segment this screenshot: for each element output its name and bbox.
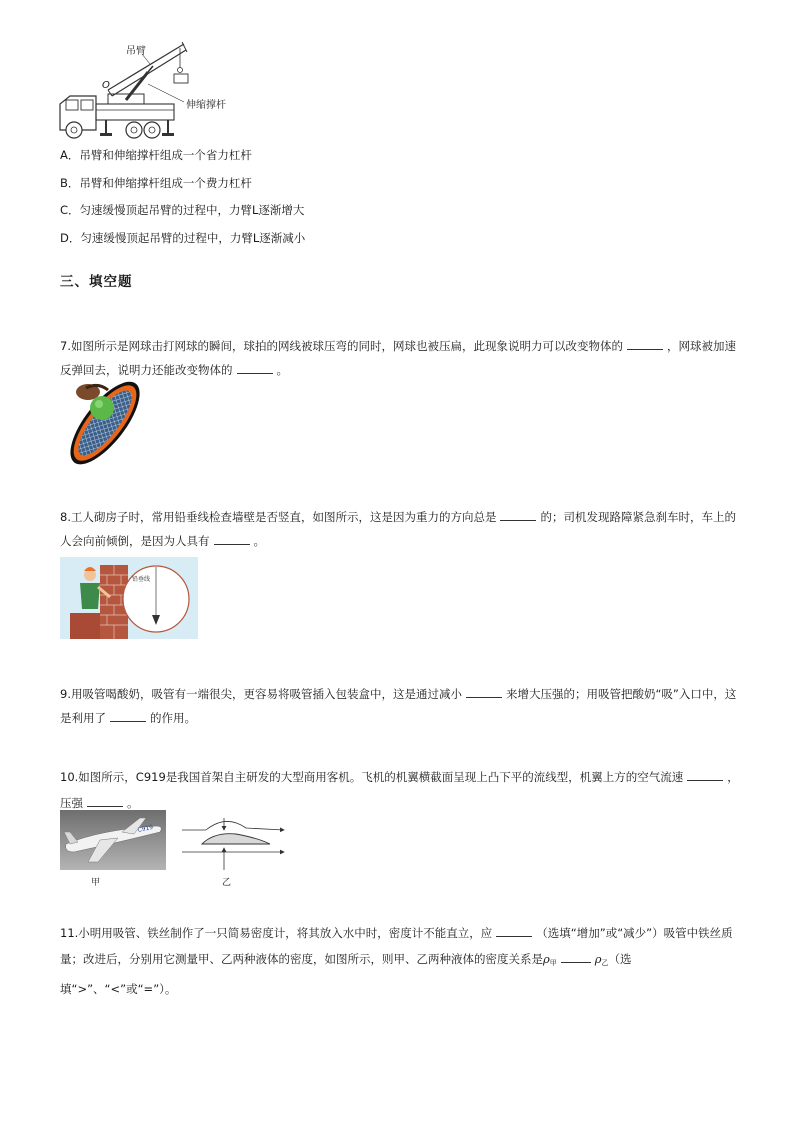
c919-livery-text: C919 bbox=[136, 823, 154, 834]
plumb-line-label: 铅垂线 bbox=[132, 576, 151, 583]
question-10 bbox=[60, 764, 740, 816]
q8-blank-2[interactable] bbox=[214, 534, 250, 545]
q10-text-2: ，压强 bbox=[60, 770, 739, 810]
rho-jia-symbol: ρ bbox=[543, 952, 550, 966]
option-b: B．吊臂和伸缩撑杆组成一个费力杠杆 bbox=[60, 176, 252, 190]
question-7 bbox=[60, 334, 740, 382]
option-c: C．匀速缓慢顶起吊臂的过程中，力臂L逐渐增大 bbox=[60, 203, 305, 217]
q8-text-3: 。 bbox=[253, 534, 265, 548]
crane-truck-figure bbox=[56, 38, 256, 140]
plumb-line-image bbox=[60, 557, 198, 639]
q10-text-1: 10.如图所示，C919是我国首架自主研发的大型商用客机。飞机的机翼横截面呈现上凸下平的流线型，机翼上方的空气流速 bbox=[60, 770, 684, 784]
wing-cross-section-diagram bbox=[180, 814, 290, 878]
crane-label-rod: 伸缩撑杆 bbox=[186, 100, 226, 111]
q7-text-3: 。 bbox=[276, 363, 288, 377]
q8-text-2: 的；司机发现路障紧急刹车时，车上的人会向前倾倒，是因为人具有 bbox=[60, 510, 736, 548]
label-yi: 乙 bbox=[222, 878, 232, 888]
section-heading: 三、填空题 bbox=[60, 274, 133, 290]
q9-text-2: 来增大压强的；用吸管把酸奶“吸”入口中，这是利用了 bbox=[60, 687, 737, 725]
crane-label-arm: 吊臂 bbox=[126, 46, 146, 57]
q11-blank-2[interactable] bbox=[561, 952, 591, 963]
crane-label-o: O bbox=[102, 80, 110, 91]
rho-yi-subscript: 乙 bbox=[601, 959, 609, 967]
option-a: A．吊臂和伸缩撑杆组成一个省力杠杆 bbox=[60, 148, 252, 162]
q9-blank-1[interactable] bbox=[466, 687, 502, 698]
q10-blank-1[interactable] bbox=[687, 770, 723, 781]
q7-blank-1[interactable] bbox=[627, 339, 663, 350]
q9-blank-2[interactable] bbox=[110, 711, 146, 722]
q11-text-3: （选填“>”、“<”或“=”）。 bbox=[60, 952, 632, 996]
question-8 bbox=[60, 505, 740, 553]
question-9 bbox=[60, 682, 740, 730]
question-11 bbox=[60, 920, 740, 1002]
q10-blank-2[interactable] bbox=[87, 796, 123, 807]
q9-text-1: 9.用吸管喝酸奶，吸管有一端很尖，更容易将吸管插入包装盒中，这是通过减小 bbox=[60, 687, 462, 701]
q7-text-1: 7.如图所示是网球击打网球的瞬间，球拍的网线被球压弯的同时，网球也被压扁，此现象说明力可以改变物体的 bbox=[60, 339, 623, 353]
q8-text-1: 8.工人砌房子时，常用铅垂线检查墙壁是否竖直，如图所示，这是因为重力的方向总是 bbox=[60, 510, 497, 524]
q11-text-1: 11.小明用吸管、铁丝制作了一只简易密度计，将其放入水中时，密度计不能直立，应 bbox=[60, 926, 493, 940]
q11-text-2: （选填“增加”或“减少”）吸管中铁丝质量；改进后，分别用它测量甲、乙两种液体的密度，如图所示，则甲、乙两种液体的密度关系是 bbox=[60, 926, 733, 966]
option-d: D．匀速缓慢顶起吊臂的过程中，力臂L逐渐减小 bbox=[60, 231, 306, 245]
rho-jia-subscript: 甲 bbox=[549, 959, 557, 967]
label-jia: 甲 bbox=[91, 878, 101, 888]
q7-blank-2[interactable] bbox=[237, 363, 273, 374]
q11-blank-1[interactable] bbox=[496, 926, 532, 937]
q8-blank-1[interactable] bbox=[500, 510, 536, 521]
c919-airplane-photo bbox=[60, 810, 166, 870]
q7-text-2: ，网球被加速反弹回去，说明力还能改变物体的 bbox=[60, 339, 736, 377]
q9-text-3: 的作用。 bbox=[150, 711, 196, 725]
rho-yi-symbol: ρ bbox=[594, 952, 602, 966]
tennis-racket-image bbox=[58, 378, 148, 470]
q10-text-3: 。 bbox=[127, 796, 139, 810]
